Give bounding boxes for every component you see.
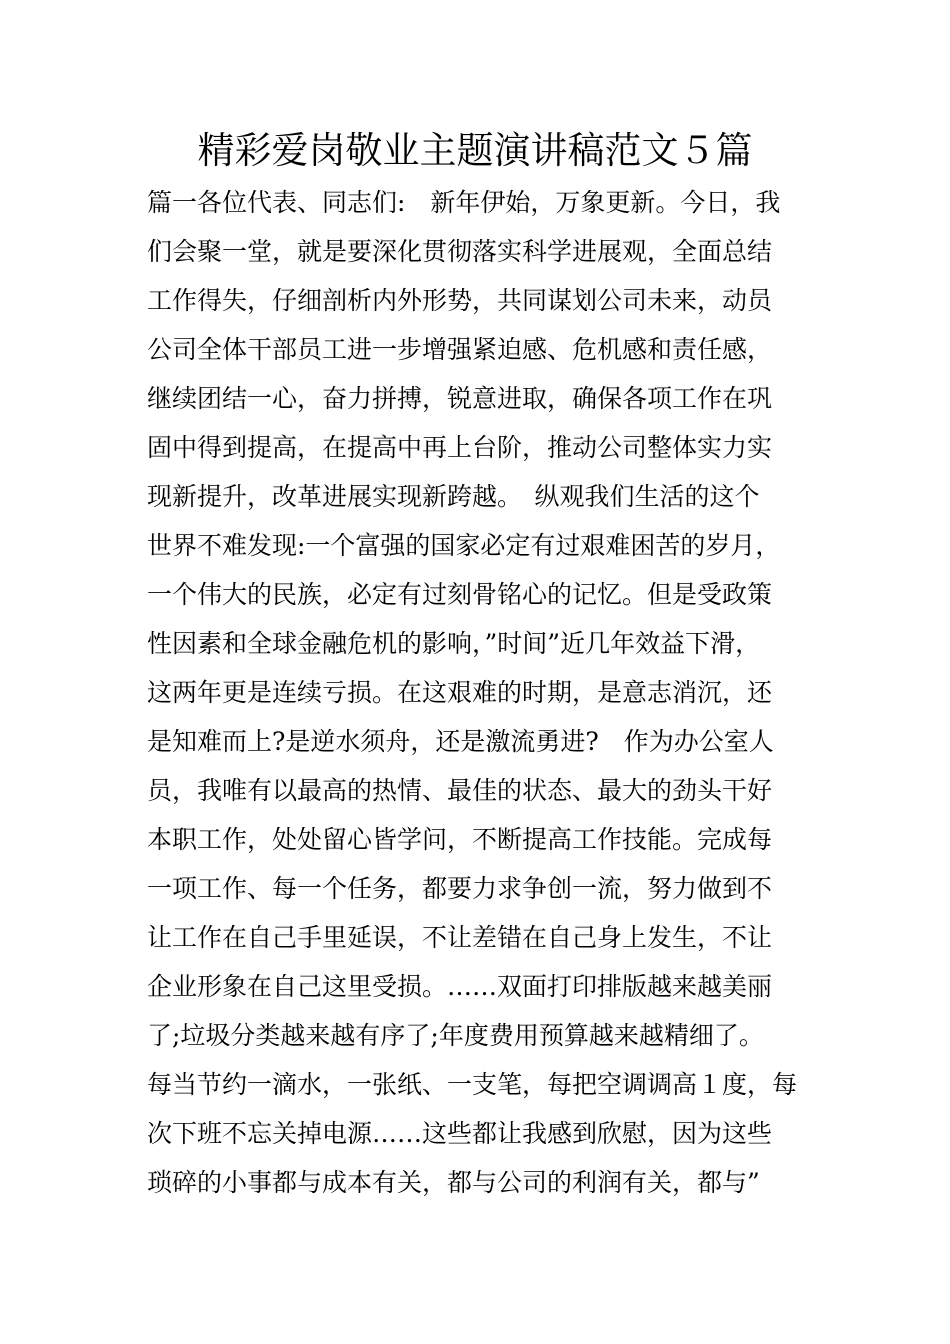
body-line: 一项工作、每一个任务，都要力求争创一流，努力做到不 — [147, 874, 773, 903]
body-line: 固中得到提高，在提高中再上台阶，推动公司整体实力实 — [147, 433, 773, 462]
body-line: 继续团结一心，奋力拼搏，锐意进取，确保各项工作在巩 — [147, 384, 773, 413]
body-line: 公司全体干部员工进一步增强紧迫感、危机感和责任感， — [147, 335, 773, 364]
body-line: 次下班不忘关掉电源……这些都让我感到欣慰，因为这些 — [147, 1119, 773, 1148]
body-line: 每当节约一滴水，一张纸、一支笔，每把空调调高１度，每 — [147, 1070, 798, 1099]
document-body — [147, 178, 847, 1207]
body-line: 一个伟大的民族，必定有过刻骨铭心的记忆。但是受政策 — [147, 580, 773, 609]
body-line: 世界不难发现:一个富强的国家必定有过艰难困苦的岁月， — [147, 531, 781, 560]
body-line: 现新提升，改革进展实现新跨越。 纵观我们生活的这个 — [147, 482, 760, 511]
body-line: 是知难而上?是逆水须舟，还是激流勇进? 作为办公室人 — [147, 727, 774, 756]
body-line: 了;垃圾分类越来越有序了;年度费用预算越来越精细了。 — [147, 1021, 764, 1050]
body-line: 本职工作，处处留心皆学问，不断提高工作技能。完成每 — [147, 825, 773, 854]
document-title: 精彩爱岗敬业主题演讲稿范文５篇 — [197, 129, 753, 172]
body-line: 们会聚一堂，就是要深化贯彻落实科学进展观，全面总结 — [147, 237, 773, 266]
body-line: 工作得失，仔细剖析内外形势，共同谋划公司未来，动员 — [147, 286, 773, 315]
body-line: 琐碎的小事都与成本有关，都与公司的利润有关，都与” — [147, 1168, 760, 1197]
body-line: 让工作在自己手里延误，不让差错在自己身上发生，不让 — [147, 923, 773, 952]
body-line: 篇一各位代表、同志们: 新年伊始，万象更新。今日，我 — [147, 188, 781, 217]
body-line: 这两年更是连续亏损。在这艰难的时期，是意志消沉，还 — [147, 678, 773, 707]
body-line: 员，我唯有以最高的热情、最佳的状态、最大的劲头干好 — [147, 776, 773, 805]
body-line: 性因素和全球金融危机的影响，”时间”近几年效益下滑， — [147, 629, 761, 658]
body-line: 企业形象在自己这里受损。……双面打印排版越来越美丽 — [147, 972, 773, 1001]
